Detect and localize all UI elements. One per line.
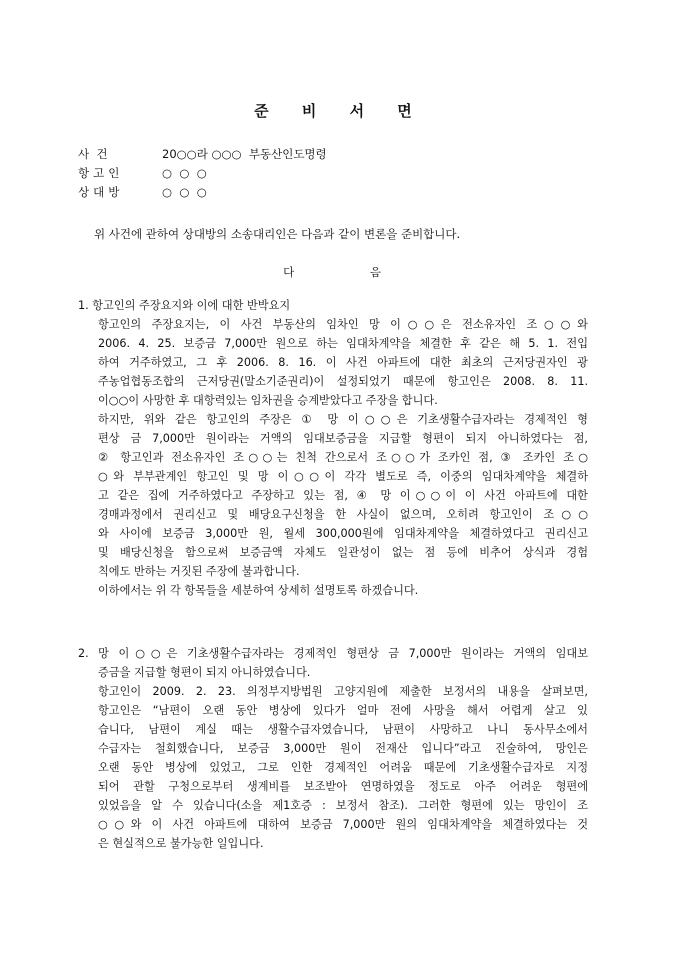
respondent-label: 상대방 bbox=[78, 184, 124, 199]
body-line: 습니다, 남편이 계실 때는 생활수급자였습니다, 남편이 사망하고 나니 동사무소에서 bbox=[98, 723, 588, 736]
appellant-row bbox=[78, 163, 327, 182]
body-line: 항고인이 2009. 2. 23. 의정부지방법원 고양지원에 제출한 보정서의 내용을 살펴보면, bbox=[98, 685, 588, 698]
appellant-value: ○ ○ ○ bbox=[162, 165, 207, 180]
body-line: 하지만, 위와 같은 항고인의 주장은 ① 망 이○○은 기초생활수급자라는 경제적인 형 bbox=[98, 413, 588, 426]
body-line: ② 항고인과 전소유자인 조○○는 친척 간으로서 조○○가 조카인 점, ③ 조카인 조○ bbox=[98, 451, 588, 464]
body-line: 항고인의 주장요지는, 이 사건 부동산의 임차인 망 이○○은 전소유자인 조○○와 bbox=[98, 318, 588, 331]
section-1 bbox=[78, 296, 588, 600]
body-line: 이하에서는 위 각 항목들을 세분하여 상세히 설명토록 하겠습니다. bbox=[98, 584, 419, 597]
body-line: 칙에도 반하는 거짓된 주장에 불과합니다. bbox=[98, 565, 300, 578]
body-line: 경매과정에서 권리신고 및 배당요구신청을 한 사실이 없으며, 오히려 항고인이 조○○ bbox=[98, 508, 588, 521]
body-line: 항고인은 “남편이 오랜 동안 병상에 있다가 얼마 전에 사망을 해서 어렵게 살고 있 bbox=[98, 704, 588, 717]
da-heading: 다 음 bbox=[283, 265, 417, 279]
body-line: 있었음을 알 수 있습니다(소을 제1호증 : 보정서 참조). 그러한 형편에 있는 망인이 조 bbox=[98, 799, 588, 812]
section-1-body bbox=[78, 315, 588, 600]
body-line: 고 같은 집에 거주하였다고 주장하고 있는 점, ④ 망 이○○이 이 사건 아파트에 대한 bbox=[98, 489, 588, 502]
body-line: 수급자는 철회했습니다, 보증금 3,000만 원이 전재산 입니다”라고 진술하여, 망인은 bbox=[98, 742, 588, 755]
body-line: 되어 관할 구청으로부터 생계비를 보조받아 연명하였을 정도로 아주 어려운 형편에 bbox=[98, 780, 588, 793]
body-line: 주농업협동조합의 근저당권(말소기준권리)이 설정되었기 때문에 항고인은 2008. 8. 11. bbox=[98, 375, 588, 388]
body-line: 편상 금 7,000만 원이라는 거액의 임대보증금을 지급할 형편이 되지 아니하였다는 점, bbox=[98, 432, 588, 445]
body-line: ○○와 이 사건 아파트에 대하여 보증금 7,000만 원의 임대차계약을 체결하였다는 것 bbox=[98, 818, 588, 831]
body-line: 이○○이 사망한 후 대항력있는 임차권을 승계받았다고 주장을 합니다. bbox=[98, 394, 438, 407]
section-2-heading-cont: 증금을 지급할 형편이 되지 아니하였습니다. bbox=[98, 666, 311, 679]
body-line: 및 배당신청을 함으로써 보증금액 자체도 일관성이 없는 점 등에 비추어 상식과 경험 bbox=[98, 546, 588, 559]
body-line: 와 사이에 보증금 3,000만 원, 월세 300,000원에 임대차계약을 체결하였다고 권리신고 bbox=[98, 527, 588, 540]
case-label: 사 건 bbox=[78, 146, 108, 161]
case-info bbox=[78, 144, 327, 201]
case-value: 20○○라 ○○○ 부동산인도명령 bbox=[162, 146, 327, 161]
section-2-body bbox=[78, 682, 588, 853]
case-row bbox=[78, 144, 327, 163]
intro-paragraph: 위 사건에 관하여 상대방의 소송대리인은 다음과 같이 변론을 준비합니다. bbox=[94, 227, 461, 241]
body-line: 은 현실적으로 불가능한 일입니다. bbox=[98, 837, 264, 850]
body-line: 하여 거주하였고, 그 후 2006. 8. 16. 이 사건 아파트에 대한 최초의 근저당권자인 광 bbox=[98, 356, 588, 369]
appellant-label: 항고인 bbox=[78, 165, 124, 180]
section-1-heading: 1. 항고인의 주장요지와 이에 대한 반박요지 bbox=[78, 299, 291, 312]
body-line: 오랜 동안 병상에 있었고, 그로 인한 경제적인 어려움 때문에 기초생활수급자로 지정 bbox=[98, 761, 588, 774]
respondent-value: ○ ○ ○ bbox=[162, 184, 207, 199]
body-line: ○와 부부관계인 항고인 및 망 이○○이 각각 별도로 즉, 이중의 임대차계약을 체결하 bbox=[98, 470, 588, 483]
section-2-heading: 2. 망 이○○은 기초생활수급자라는 경제적인 형편상 금 7,000만 원이라는 거액의 임대보 bbox=[78, 647, 588, 660]
body-line: 2006. 4. 25. 보증금 7,000만 원으로 하는 임대차계약을 체결한 후 같은 해 5. 1. 전입 bbox=[98, 337, 588, 350]
respondent-row bbox=[78, 182, 327, 201]
section-2 bbox=[78, 644, 588, 853]
document-title: 준 비 서 면 bbox=[254, 102, 426, 120]
